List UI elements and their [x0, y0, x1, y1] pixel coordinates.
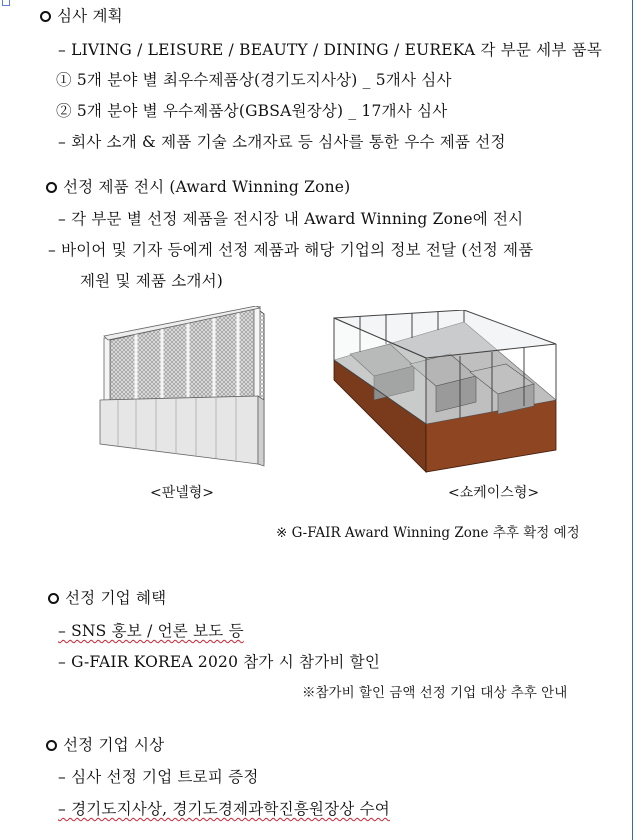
note-award-zone: ※ G-FAIR Award Winning Zone 추후 확정 예정 — [276, 525, 580, 541]
section-heading-exhibition — [46, 177, 350, 197]
heading-text: 심사 계획 — [57, 7, 123, 25]
note-fee-discount: ※참가비 할인 금액 선정 기업 대상 추후 안내 — [302, 685, 568, 701]
list-item: – 심사 선정 기업 트로피 증정 — [58, 768, 259, 786]
list-item: ② 5개 분야 별 우수제품상(GBSA원장상) _ 17개사 심사 — [56, 102, 448, 120]
heading-text: 선정 기업 혜택 — [65, 589, 167, 607]
list-item-text: – SNS 홍보 / 언론 보도 등 — [58, 622, 244, 640]
section-heading-awards — [46, 735, 164, 755]
list-item — [58, 621, 244, 641]
section-heading-benefits — [48, 588, 166, 608]
list-item-continuation: 제원 및 제품 소개서) — [80, 272, 224, 290]
list-item — [58, 799, 390, 819]
circle-bullet-icon — [46, 182, 57, 193]
caption-panel-type: <판넬형> — [150, 485, 215, 501]
list-item: – 각 부문 별 선정 제품을 전시장 내 Award Winning Zone에 전시 — [58, 210, 524, 228]
list-item: – LIVING / LEISURE / BEAUTY / DINING / EUREKA 각 부문 세부 품목 — [58, 41, 602, 59]
section-heading-review-plan — [40, 6, 123, 26]
showcase-booth-illustration — [330, 310, 560, 475]
caption-showcase-type: <쇼케이스형> — [448, 485, 540, 501]
corner-crop-mark — [2, 0, 10, 6]
heading-text: 선정 기업 시상 — [63, 736, 165, 754]
circle-bullet-icon — [48, 593, 59, 604]
panel-booth-illustration — [96, 306, 266, 470]
circle-bullet-icon — [40, 11, 51, 22]
list-item: – 바이어 및 기자 등에게 선정 제품과 해당 기업의 정보 전달 (선정 제품 — [48, 241, 534, 259]
circle-bullet-icon — [46, 740, 57, 751]
list-item: – G-FAIR KOREA 2020 참가 시 참가비 할인 — [58, 653, 381, 671]
list-item-text: – 경기도지사상, 경기도경제과학진흥원장상 수여 — [58, 800, 390, 818]
list-item: ① 5개 분야 별 최우수제품상(경기도지사상) _ 5개사 심사 — [56, 71, 452, 89]
list-item: – 회사 소개 & 제품 기술 소개자료 등 심사를 통한 우수 제품 선정 — [58, 133, 506, 151]
heading-text: 선정 제품 전시 (Award Winning Zone) — [63, 178, 351, 196]
